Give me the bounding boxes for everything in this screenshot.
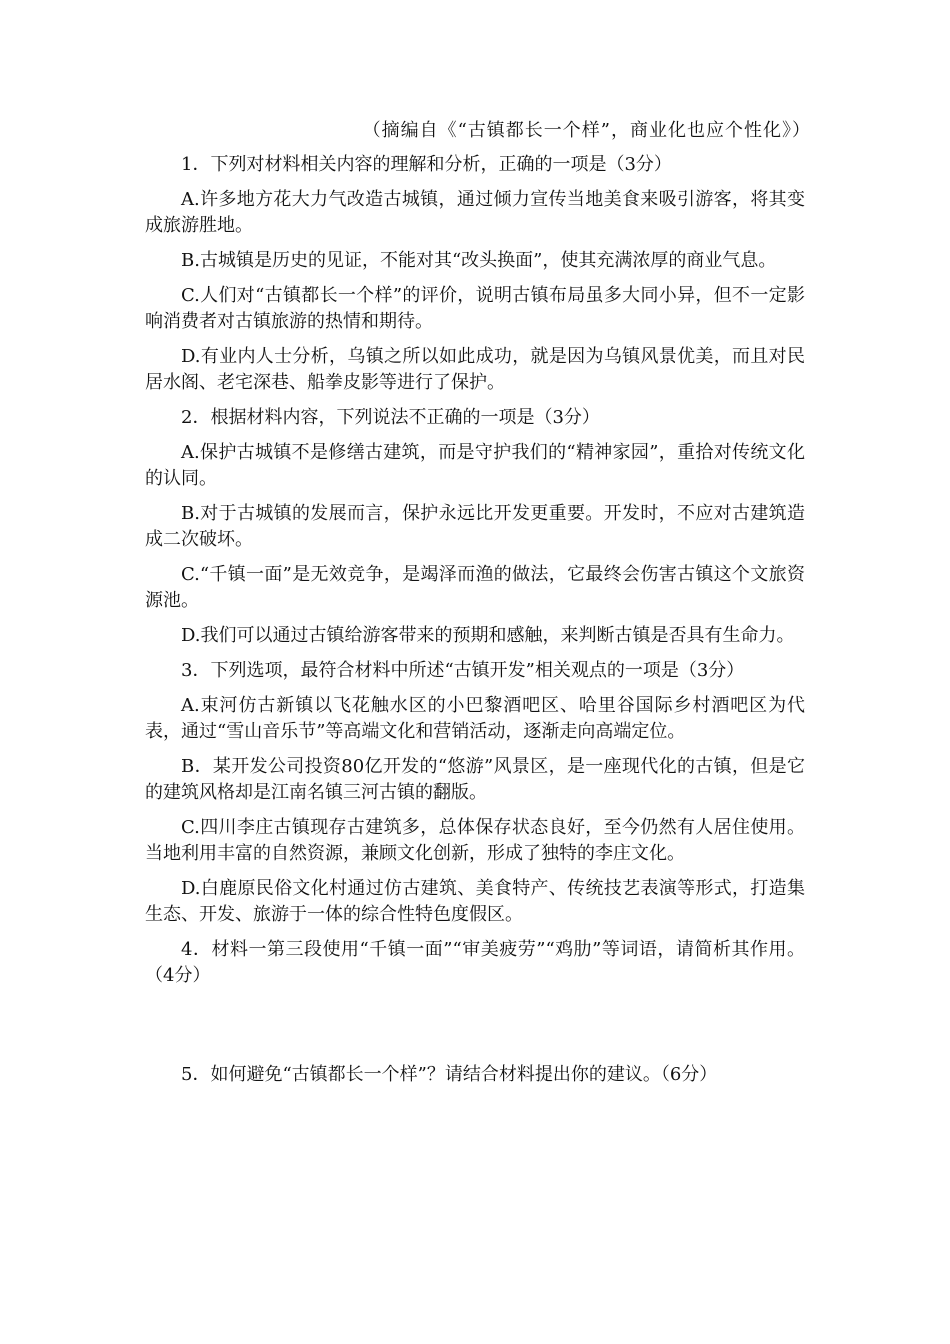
answer-space-4 [145,998,805,1062]
question-3-option-b: B．某开发公司投资80亿开发的“悠游”风景区，是一座现代化的古镇，但是它的建筑风格却是江南名镇三河古镇的翻版。 [145,756,805,803]
question-3-option-d: D.白鹿原民俗文化村通过仿古建筑、美食特产、传统技艺表演等形式，打造集生态、开发、旅游于一体的综合性特色度假区。 [145,878,805,925]
question-5-stem: 5．如何避免“古镇都长一个样”？请结合材料提出你的建议。（6分） [181,1064,718,1085]
question-2-stem: 2．根据材料内容，下列说法不正确的一项是（3分） [181,407,600,428]
question-1-option-d: D.有业内人士分析，乌镇之所以如此成功，就是因为乌镇风景优美，而且对民居水阁、老宅深巷、船拳皮影等进行了保护。 [145,346,805,393]
question-2-option-b: B.对于古城镇的发展而言，保护永远比开发更重要。开发时，不应对古建筑造成二次破坏。 [145,503,805,550]
source-citation: （摘编自《“古镇都长一个样”，商业化也应个性化》） [362,120,811,141]
question-1-stem: 1．下列对材料相关内容的理解和分析，正确的一项是（3分） [181,154,672,175]
question-3-option-c: C.四川李庄古镇现存古建筑多，总体保存状态良好，至今仍然有人居住使用。当地利用丰富的自然资源，兼顾文化创新，形成了独特的李庄文化。 [145,817,805,864]
document-page [145,118,811,1097]
question-3-stem: 3．下列选项，最符合材料中所述“古镇开发”相关观点的一项是（3分） [181,660,745,681]
question-1-option-c: C.人们对“古镇都长一个样”的评价，说明古镇布局虽多大同小异，但不一定影响消费者对古镇旅游的热情和期待。 [145,285,805,332]
question-4-stem: 4．材料一第三段使用“千镇一面”“审美疲劳”“鸡肋”等词语，请简析其作用。（4分） [145,939,805,986]
question-1-option-a: A.许多地方花大力气改造古城镇，通过倾力宣传当地美食来吸引游客，将其变成旅游胜地。 [145,189,805,236]
question-2-option-c: C.“千镇一面”是无效竞争，是竭泽而渔的做法，它最终会伤害古镇这个文旅资源池。 [145,564,805,611]
question-3-option-a: A.束河仿古新镇以飞花触水区的小巴黎酒吧区、哈里谷国际乡村酒吧区为代表，通过“雪山音乐节”等高端文化和营销活动，逐渐走向高端定位。 [145,695,805,742]
question-2-option-d: D.我们可以通过古镇给游客带来的预期和感触，来判断古镇是否具有生命力。 [181,625,795,646]
question-2-option-a: A.保护古城镇不是修缮古建筑，而是守护我们的“精神家园”，重拾对传统文化的认同。 [145,442,805,489]
question-1-option-b: B.古城镇是历史的见证，不能对其“改头换面”，使其充满浓厚的商业气息。 [181,250,777,271]
